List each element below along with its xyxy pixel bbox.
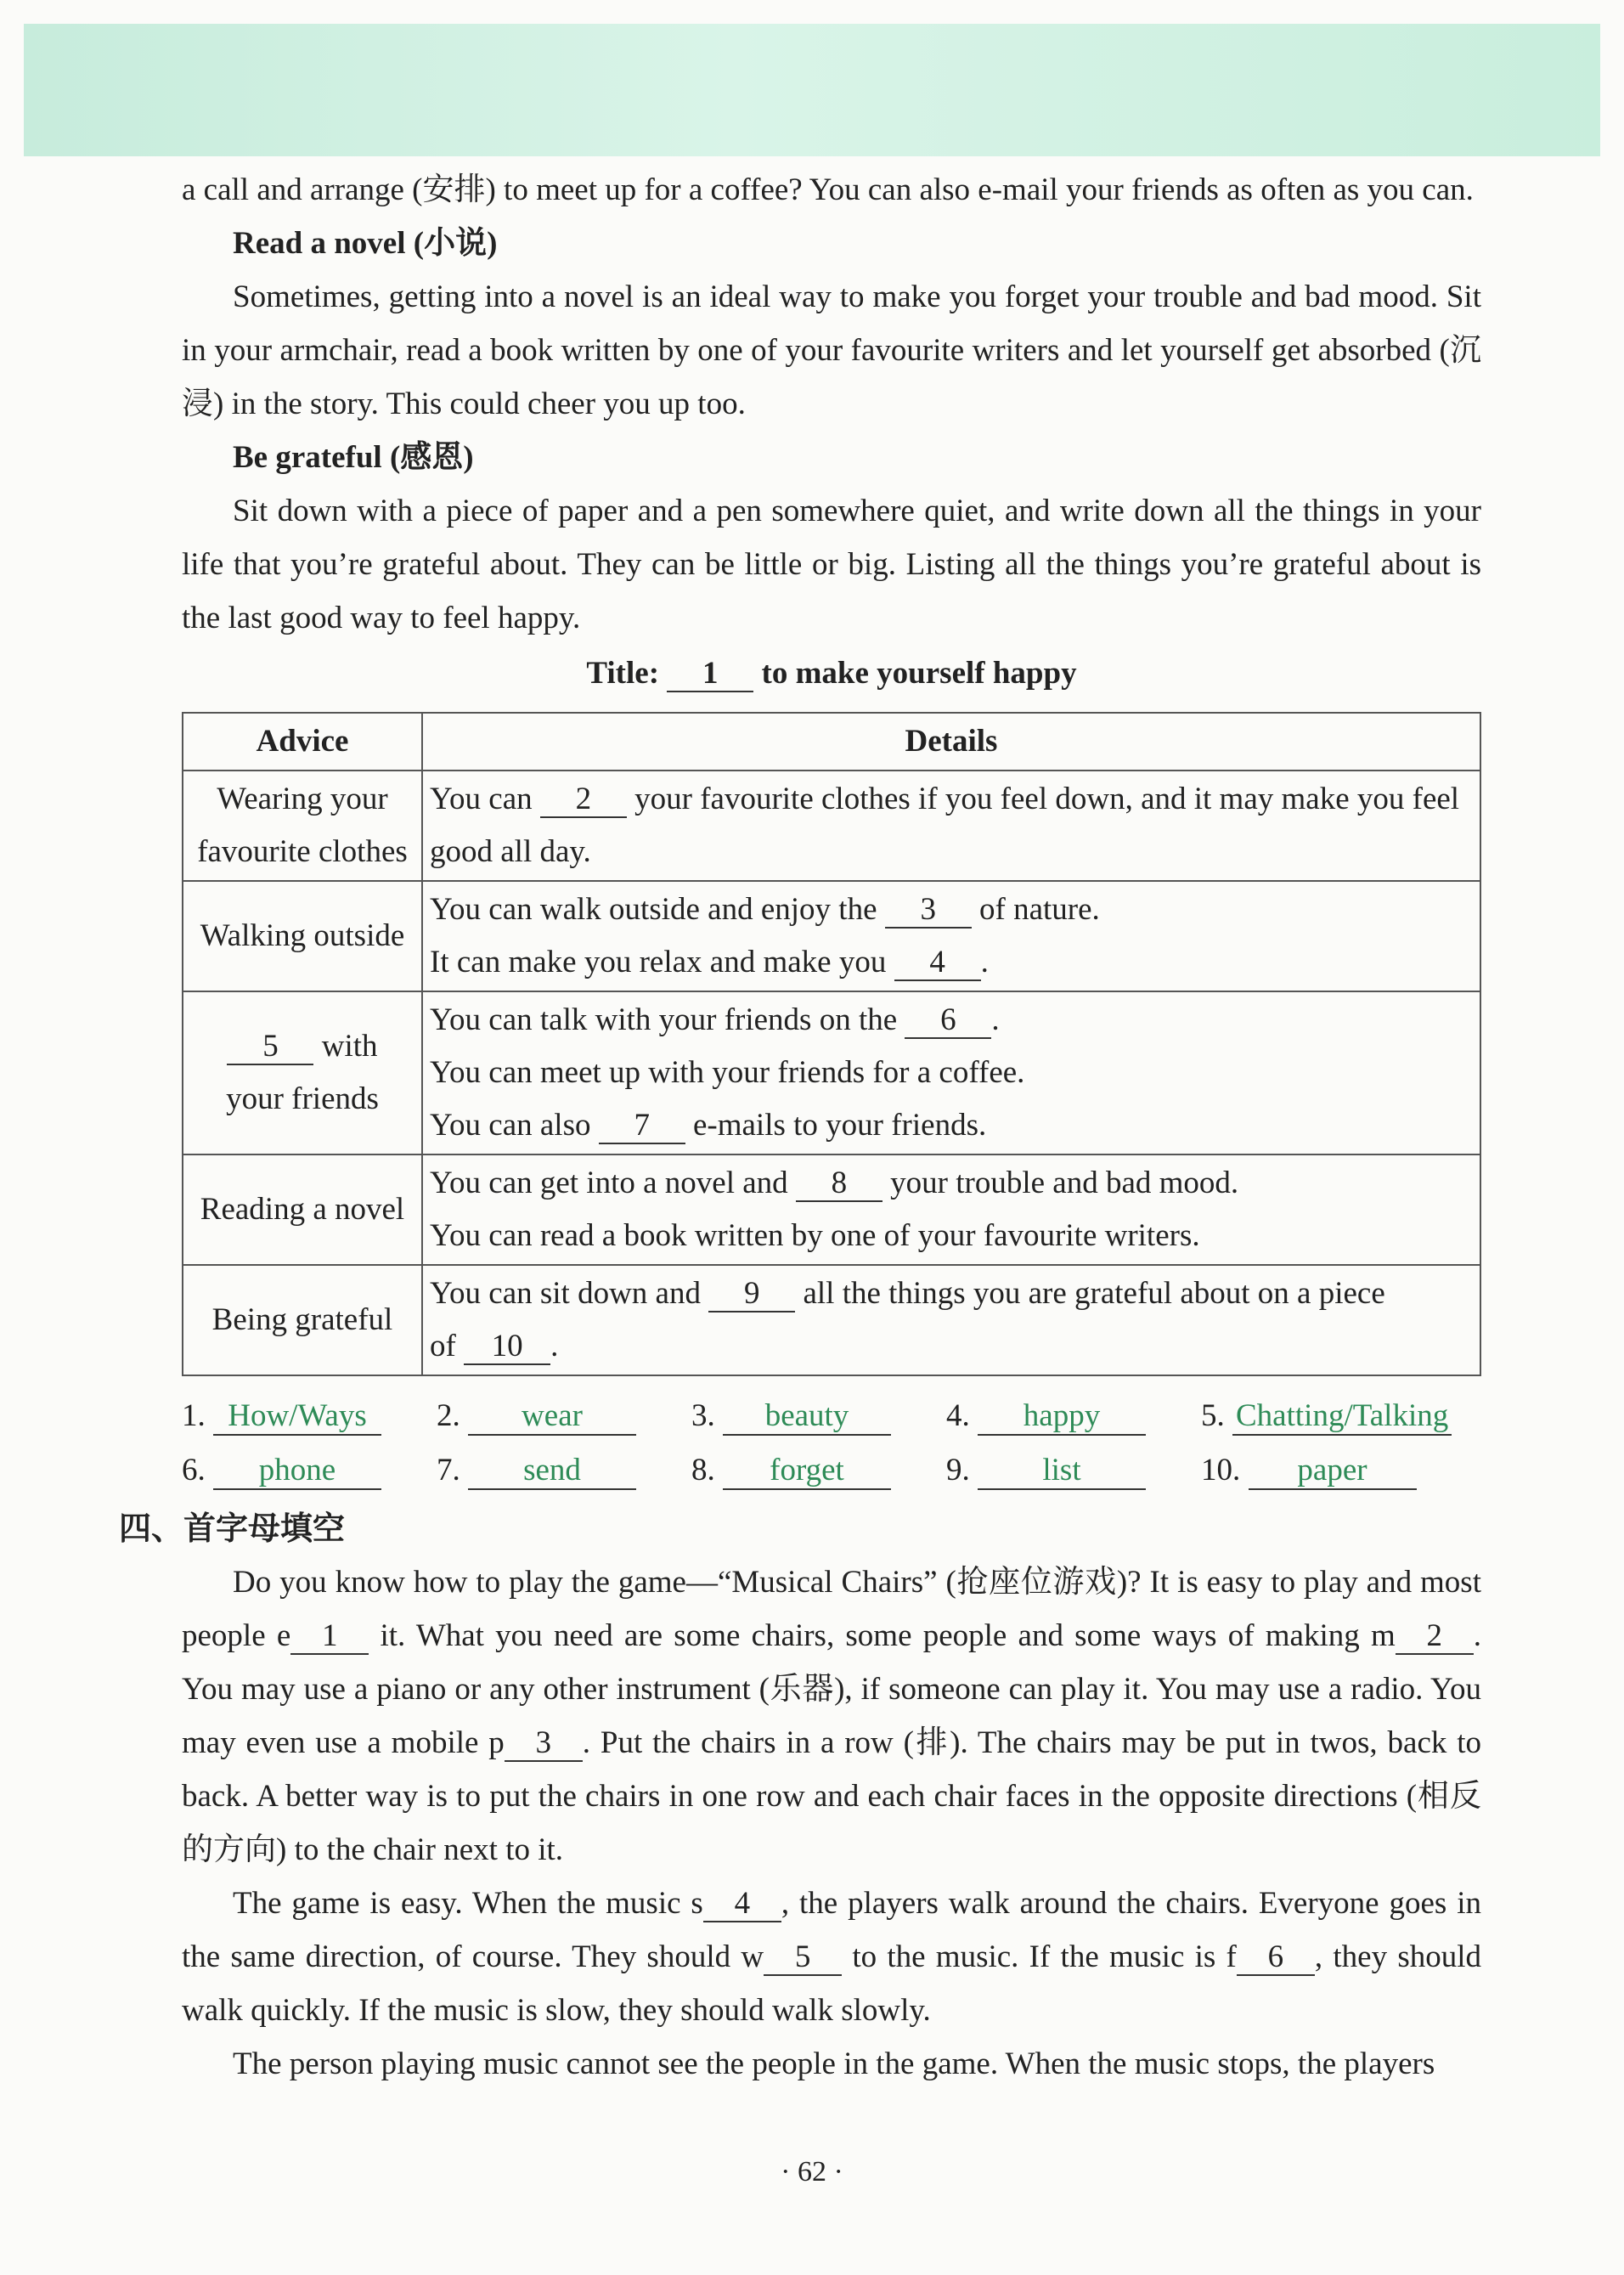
- blank-4: 4: [894, 946, 981, 981]
- detail-text: You can also: [430, 1108, 591, 1143]
- blank-10: 10: [464, 1329, 550, 1365]
- passage-text: Do you know how to play the game—“Musical Chairs” (抢座位游戏)? It is easy to play and most people e: [182, 1565, 1481, 1653]
- advice-text: with: [321, 1029, 378, 1064]
- passage-text: . Put the chairs in a row (排). The chairs may be put in twos, back to back. A better way is to put the chairs in one row and each chair faces in the opposite directions (相反的方向) to the chair next to it.: [182, 1725, 1481, 1867]
- answer-number: 5.: [1201, 1398, 1225, 1433]
- answer-item: [1201, 1389, 1456, 1442]
- advice-text: Being grateful: [211, 1302, 393, 1337]
- cloze-blank-5: 5: [764, 1940, 842, 1976]
- table-header-row: [183, 713, 1480, 771]
- answer-number: 9.: [946, 1453, 970, 1488]
- advice-cell: [183, 1154, 422, 1265]
- blank-2: 2: [540, 782, 627, 818]
- passage-text: , they should walk quickly. If the music is slow, they should walk slowly.: [182, 1939, 1481, 2028]
- answer-value: forget: [723, 1453, 891, 1490]
- title-prefix: Title:: [586, 656, 660, 691]
- page-content: [119, 163, 1481, 2091]
- answer-number: 7.: [437, 1453, 460, 1488]
- detail-text: You can walk outside and enjoy the: [430, 892, 877, 927]
- cloze-blank-6: 6: [1237, 1940, 1315, 1976]
- answer-item: [946, 1443, 1201, 1497]
- details-cell: [422, 771, 1480, 881]
- details-cell: [422, 1265, 1480, 1375]
- answer-item: [182, 1389, 437, 1442]
- answer-item: [1201, 1443, 1456, 1497]
- passage-text: , the players walk around the chairs. Everyone goes in the same direction, of course. They should w: [182, 1886, 1481, 1974]
- passage-text: . You may use a piano or any other instrument (乐器), if someone can play it. You may use a radio. You may even use a mobile p: [182, 1618, 1481, 1760]
- detail-text: of: [430, 1329, 456, 1363]
- answer-number: 1.: [182, 1398, 206, 1433]
- answer-item: [437, 1443, 691, 1497]
- top-banner: [24, 24, 1600, 156]
- answer-value: send: [468, 1453, 636, 1490]
- details-cell: [422, 991, 1480, 1154]
- blank-7: 7: [599, 1109, 685, 1144]
- answer-item: [691, 1389, 946, 1442]
- detail-text: You can sit down and: [430, 1276, 701, 1311]
- header-details: Details: [422, 713, 1480, 771]
- answer-number: 10.: [1201, 1453, 1241, 1488]
- answer-item: [946, 1389, 1201, 1442]
- answer-row: [182, 1388, 1481, 1442]
- table-row: [183, 1154, 1480, 1265]
- advice-text: Reading a novel: [200, 1192, 405, 1227]
- details-cell: [422, 1154, 1480, 1265]
- summary-title: [182, 646, 1481, 700]
- answer-value: beauty: [723, 1398, 891, 1436]
- advice-text: your friends: [226, 1081, 379, 1116]
- answer-value: Chatting/Talking: [1232, 1398, 1452, 1436]
- passage-text: to the music. If the music is f: [842, 1939, 1237, 1974]
- answer-number: 3.: [691, 1398, 715, 1433]
- paragraph-continued: a call and arrange (安排) to meet up for a coffee? You can also e-mail your friends as often as you can.: [182, 172, 1474, 207]
- header-advice: Advice: [183, 713, 422, 771]
- blank-9: 9: [708, 1277, 795, 1312]
- answer-item: [437, 1389, 691, 1442]
- advice-cell: [183, 1265, 422, 1375]
- blank-6: 6: [905, 1003, 991, 1039]
- advice-text: favourite clothes: [197, 834, 408, 869]
- cloze-blank-4: 4: [703, 1887, 781, 1922]
- answer-item: [182, 1443, 437, 1497]
- table-row: [183, 881, 1480, 991]
- passage-text: it. What you need are some chairs, some people and some ways of making m: [369, 1618, 1396, 1653]
- detail-text: You can read a book written by one of your favourite writers.: [430, 1218, 1200, 1253]
- detail-text: You can meet up with your friends for a coffee.: [430, 1055, 1025, 1090]
- advice-cell: [183, 881, 422, 991]
- paragraph-musical-chairs-2: [182, 1877, 1481, 2037]
- paragraph-grateful: Sit down with a piece of paper and a pen somewhere quiet, and write down all the things in your life that you’re grateful about. They can be little or big. Listing all the things you’re grateful about is the last good way to feel happy.: [182, 494, 1481, 635]
- answer-value: list: [978, 1453, 1146, 1490]
- answer-value: How/Ways: [213, 1398, 381, 1436]
- advice-text: Walking outside: [200, 918, 405, 953]
- answer-item: [691, 1443, 946, 1497]
- details-cell: [422, 881, 1480, 991]
- table-row: [183, 991, 1480, 1154]
- paragraph-musical-chairs-3: The person playing music cannot see the people in the game. When the music stops, the players: [233, 2046, 1435, 2081]
- heading-be-grateful: Be grateful (感恩): [233, 440, 474, 475]
- detail-text: It can make you relax and make you: [430, 945, 887, 979]
- blank-3: 3: [885, 893, 972, 929]
- advice-cell: [183, 771, 422, 881]
- blank-5: 5: [227, 1030, 313, 1065]
- answer-number: 2.: [437, 1398, 460, 1433]
- detail-text: .: [550, 1329, 559, 1363]
- cloze-blank-2: 2: [1396, 1619, 1474, 1655]
- answer-number: 8.: [691, 1453, 715, 1488]
- detail-text: your trouble and bad mood.: [890, 1166, 1239, 1200]
- answer-number: 6.: [182, 1453, 206, 1488]
- answer-value: happy: [978, 1398, 1146, 1436]
- advice-text: Wearing your: [217, 782, 388, 816]
- answer-value: phone: [213, 1453, 381, 1490]
- detail-text: of nature.: [979, 892, 1100, 927]
- cloze-blank-3: 3: [505, 1726, 583, 1762]
- detail-text: .: [980, 945, 989, 979]
- detail-text: your favourite clothes if you feel down, and it may make you feel good all day.: [430, 782, 1460, 869]
- passage-text: The game is easy. When the music s: [233, 1886, 703, 1921]
- section-title: 四、首字母填空: [119, 1510, 346, 1547]
- paragraph-novel: Sometimes, getting into a novel is an ideal way to make you forget your trouble and bad mood. Sit in your armchair, read a book written by one of your favourite writers and let yourself get absorbed (沉浸) in the story. This could cheer you up too.: [182, 279, 1481, 421]
- paragraph-musical-chairs-1: [182, 1555, 1481, 1877]
- summary-table: [182, 712, 1481, 1376]
- answer-value: paper: [1249, 1453, 1417, 1490]
- detail-text: You can talk with your friends on the: [430, 1002, 898, 1037]
- advice-cell: [183, 991, 422, 1154]
- answer-number: 4.: [946, 1398, 970, 1433]
- blank-8: 8: [796, 1166, 882, 1202]
- detail-text: You can get into a novel and: [430, 1166, 788, 1200]
- blank-1: 1: [667, 657, 753, 692]
- detail-text: You can: [430, 782, 533, 816]
- table-row: [183, 771, 1480, 881]
- detail-text: .: [991, 1002, 1000, 1037]
- heading-read-a-novel: Read a novel (小说): [233, 226, 498, 261]
- answer-key: [182, 1388, 1481, 1497]
- answer-value: wear: [468, 1398, 636, 1436]
- page-number: · 62 ·: [781, 2156, 843, 2188]
- cloze-blank-1: 1: [290, 1619, 369, 1655]
- table-row: [183, 1265, 1480, 1375]
- title-suffix: to make yourself happy: [761, 656, 1077, 691]
- detail-text: all the things you are grateful about on a piece: [803, 1276, 1385, 1311]
- answer-row: [182, 1442, 1481, 1497]
- detail-text: e-mails to your friends.: [692, 1108, 987, 1143]
